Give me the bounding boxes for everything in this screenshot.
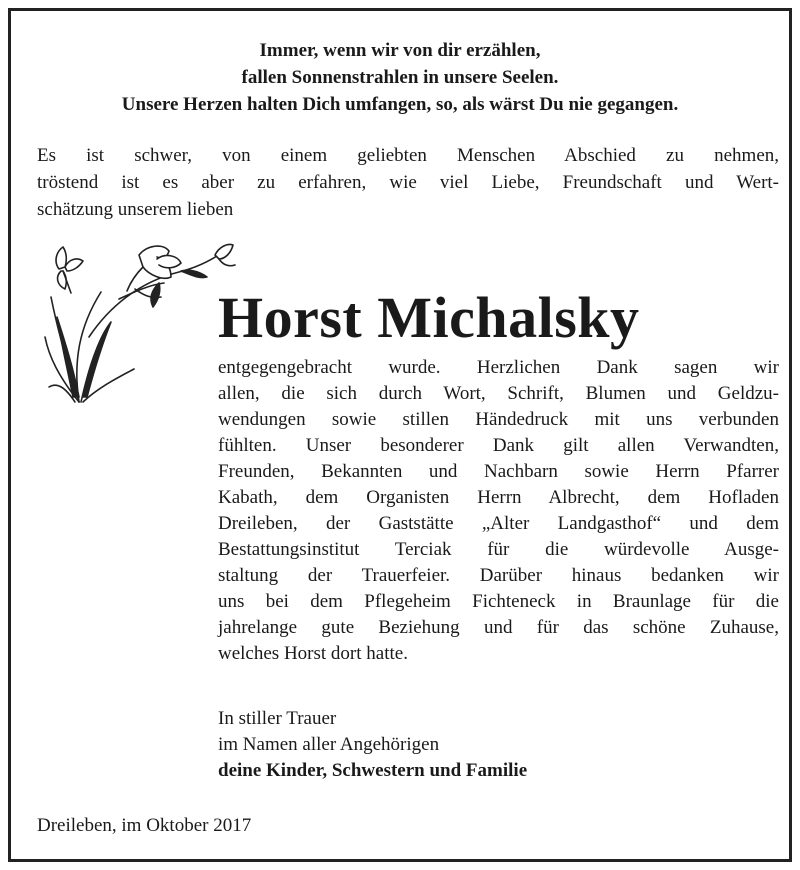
thanks-line: Kabath, dem Organisten Herrn Albrecht, dem Hofladen xyxy=(218,487,779,508)
motto xyxy=(11,37,789,118)
signature-block xyxy=(218,706,527,784)
thanks-line: Freunden, Bekannten und Nachbarn sowie Herrn Pfarrer xyxy=(218,461,779,482)
motto-line: Unsere Herzen halten Dich umfangen, so, als wärst Du nie gegangen. xyxy=(121,94,679,115)
signature-line: im Namen aller Angehörigen xyxy=(218,734,440,755)
intro-line: Es ist schwer, von einem geliebten Menschen Abschied zu nehmen, xyxy=(37,145,779,166)
signature-line: In stiller Trauer xyxy=(218,708,337,729)
thanks-line: fühlten. Unser besonderer Dank gilt allen Verwandten, xyxy=(218,435,779,456)
thanks-line: wendungen sowie stillen Händedruck mit uns verbunden xyxy=(218,409,779,430)
intro-line: tröstend ist es aber zu erfahren, wie viel Liebe, Freundschaft und Wert- xyxy=(37,172,779,193)
notice-frame xyxy=(8,8,792,862)
thanks-line: uns bei dem Pflegeheim Fichteneck in Braunlage für die xyxy=(218,591,779,612)
iris-flower-icon xyxy=(39,237,239,407)
place-date: Dreileben, im Oktober 2017 xyxy=(37,815,252,836)
thanks-line: entgegengebracht wurde. Herzlichen Dank sagen wir xyxy=(218,357,779,378)
thanks-line: jahrelange gute Beziehung und für das schöne Zuhause, xyxy=(218,617,779,638)
intro-text xyxy=(37,142,779,223)
motto-line: Immer, wenn wir von dir erzählen, xyxy=(259,40,541,61)
intro-line: schätzung unserem lieben xyxy=(37,199,234,220)
thanks-line: allen, die sich durch Wort, Schrift, Blumen und Geldzu- xyxy=(218,383,779,404)
thanks-line: staltung der Trauerfeier. Darüber hinaus bedanken wir xyxy=(218,565,779,586)
thanks-line: Dreileben, der Gaststätte „Alter Landgasthof“ und dem xyxy=(218,513,779,534)
thanks-text xyxy=(218,355,779,667)
deceased-name: Horst Michalsky xyxy=(218,285,640,350)
signature-family: deine Kinder, Schwestern und Familie xyxy=(218,760,528,781)
thanks-line: Bestattungsinstitut Terciak für die würdevolle Ausge- xyxy=(218,539,779,560)
thanks-line: welches Horst dort hatte. xyxy=(218,643,408,664)
motto-line: fallen Sonnenstrahlen in unsere Seelen. xyxy=(241,67,559,88)
